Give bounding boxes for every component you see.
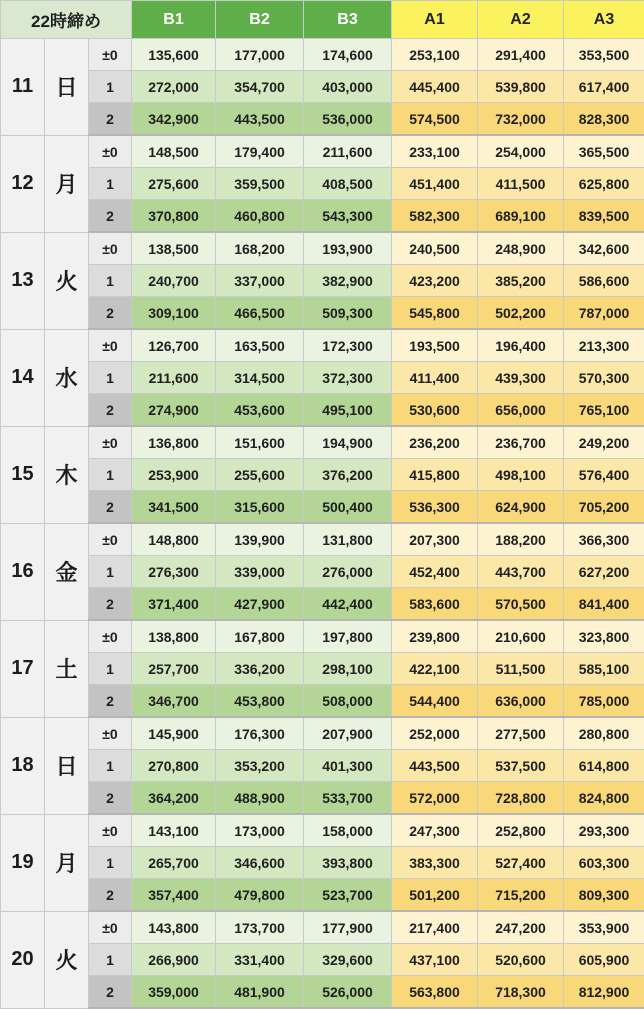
table-row — [1, 362, 644, 394]
table-row — [1, 523, 644, 556]
price-cell: 341,500 — [132, 491, 216, 524]
price-cell: 586,600 — [564, 265, 644, 297]
price-cell: 445,400 — [392, 71, 478, 103]
price-cell: 336,200 — [216, 653, 304, 685]
level-cell: 2 — [89, 297, 132, 330]
price-cell: 240,700 — [132, 265, 216, 297]
level-cell: 2 — [89, 491, 132, 524]
price-cell: 179,400 — [216, 135, 304, 168]
price-cell: 337,000 — [216, 265, 304, 297]
price-cell: 167,800 — [216, 620, 304, 653]
price-cell: 270,800 — [132, 750, 216, 782]
price-cell: 176,300 — [216, 717, 304, 750]
price-cell: 411,400 — [392, 362, 478, 394]
date-cell: 20 — [1, 911, 45, 1008]
price-cell: 247,200 — [478, 911, 564, 944]
price-cell: 253,900 — [132, 459, 216, 491]
price-cell: 339,000 — [216, 556, 304, 588]
price-cell: 148,800 — [132, 523, 216, 556]
price-cell: 614,800 — [564, 750, 644, 782]
date-cell: 19 — [1, 814, 45, 911]
table-row — [1, 944, 644, 976]
price-cell: 383,300 — [392, 847, 478, 879]
price-cell: 422,100 — [392, 653, 478, 685]
price-cell: 382,900 — [304, 265, 392, 297]
price-cell: 359,500 — [216, 168, 304, 200]
price-cell: 239,800 — [392, 620, 478, 653]
price-cell: 131,800 — [304, 523, 392, 556]
price-cell: 346,700 — [132, 685, 216, 718]
price-cell: 314,500 — [216, 362, 304, 394]
price-cell: 828,300 — [564, 103, 644, 136]
price-cell: 656,000 — [478, 394, 564, 427]
price-cell: 177,900 — [304, 911, 392, 944]
weekday-cell: 水 — [45, 329, 89, 426]
price-cell: 207,900 — [304, 717, 392, 750]
price-cell: 276,000 — [304, 556, 392, 588]
price-cell: 451,400 — [392, 168, 478, 200]
table-row — [1, 620, 644, 653]
price-cell: 544,400 — [392, 685, 478, 718]
price-cell: 249,200 — [564, 426, 644, 459]
price-cell: 393,800 — [304, 847, 392, 879]
price-cell: 530,600 — [392, 394, 478, 427]
level-cell: 1 — [89, 847, 132, 879]
price-cell: 576,400 — [564, 459, 644, 491]
level-cell: 1 — [89, 265, 132, 297]
price-cell: 293,300 — [564, 814, 644, 847]
price-cell: 276,300 — [132, 556, 216, 588]
price-cell: 173,000 — [216, 814, 304, 847]
price-cell: 143,800 — [132, 911, 216, 944]
table-row — [1, 717, 644, 750]
price-cell: 275,600 — [132, 168, 216, 200]
price-cell: 718,300 — [478, 976, 564, 1009]
price-cell: 545,800 — [392, 297, 478, 330]
price-cell: 411,500 — [478, 168, 564, 200]
price-cell: 177,000 — [216, 39, 304, 71]
price-cell: 582,300 — [392, 200, 478, 233]
price-cell: 298,100 — [304, 653, 392, 685]
price-cell: 443,700 — [478, 556, 564, 588]
price-cell: 254,000 — [478, 135, 564, 168]
table-row — [1, 135, 644, 168]
price-cell: 508,000 — [304, 685, 392, 718]
price-cell: 585,100 — [564, 653, 644, 685]
price-cell: 841,400 — [564, 588, 644, 621]
column-header-b3: B3 — [304, 1, 392, 39]
price-cell: 252,800 — [478, 814, 564, 847]
price-cell: 705,200 — [564, 491, 644, 524]
price-cell: 563,800 — [392, 976, 478, 1009]
level-cell: 1 — [89, 459, 132, 491]
price-cell: 509,300 — [304, 297, 392, 330]
table-row — [1, 653, 644, 685]
level-cell: 1 — [89, 653, 132, 685]
price-cell: 617,400 — [564, 71, 644, 103]
price-cell: 253,100 — [392, 39, 478, 71]
price-cell: 502,200 — [478, 297, 564, 330]
price-cell: 370,800 — [132, 200, 216, 233]
price-cell: 194,900 — [304, 426, 392, 459]
price-cell: 443,500 — [392, 750, 478, 782]
price-cell: 408,500 — [304, 168, 392, 200]
column-header-a3: A3 — [564, 1, 644, 39]
table-row — [1, 394, 644, 427]
level-cell: 1 — [89, 71, 132, 103]
price-cell: 443,500 — [216, 103, 304, 136]
price-cell: 427,900 — [216, 588, 304, 621]
price-cell: 511,500 — [478, 653, 564, 685]
level-cell: 2 — [89, 200, 132, 233]
level-cell: 2 — [89, 394, 132, 427]
price-cell: 574,500 — [392, 103, 478, 136]
price-cell: 266,900 — [132, 944, 216, 976]
price-cell: 624,900 — [478, 491, 564, 524]
price-cell: 143,100 — [132, 814, 216, 847]
price-cell: 359,000 — [132, 976, 216, 1009]
level-cell: ±0 — [89, 39, 132, 71]
weekday-cell: 日 — [45, 39, 89, 136]
price-cell: 255,600 — [216, 459, 304, 491]
level-cell: ±0 — [89, 620, 132, 653]
price-cell: 207,300 — [392, 523, 478, 556]
price-cell: 329,600 — [304, 944, 392, 976]
price-cell: 403,000 — [304, 71, 392, 103]
date-cell: 12 — [1, 135, 45, 232]
price-cell: 627,200 — [564, 556, 644, 588]
price-cell: 151,600 — [216, 426, 304, 459]
price-cell: 523,700 — [304, 879, 392, 912]
table-row — [1, 297, 644, 330]
price-cell: 437,100 — [392, 944, 478, 976]
price-cell: 728,800 — [478, 782, 564, 815]
price-cell: 323,800 — [564, 620, 644, 653]
price-cell: 210,600 — [478, 620, 564, 653]
price-cell: 765,100 — [564, 394, 644, 427]
price-cell: 240,500 — [392, 232, 478, 265]
table-row — [1, 491, 644, 524]
column-header-a1: A1 — [392, 1, 478, 39]
level-cell: ±0 — [89, 329, 132, 362]
level-cell: ±0 — [89, 426, 132, 459]
price-cell: 274,900 — [132, 394, 216, 427]
price-cell: 136,800 — [132, 426, 216, 459]
table-row — [1, 976, 644, 1009]
price-cell: 135,600 — [132, 39, 216, 71]
price-cell: 520,600 — [478, 944, 564, 976]
weekday-cell: 土 — [45, 620, 89, 717]
price-cell: 785,000 — [564, 685, 644, 718]
price-cell: 452,400 — [392, 556, 478, 588]
price-cell: 536,000 — [304, 103, 392, 136]
price-cell: 265,700 — [132, 847, 216, 879]
price-cell: 346,600 — [216, 847, 304, 879]
price-cell: 625,800 — [564, 168, 644, 200]
table-row — [1, 103, 644, 136]
table-row — [1, 782, 644, 815]
table-row — [1, 39, 644, 71]
price-cell: 453,600 — [216, 394, 304, 427]
price-cell: 488,900 — [216, 782, 304, 815]
table-row — [1, 847, 644, 879]
price-cell: 371,400 — [132, 588, 216, 621]
price-cell: 148,500 — [132, 135, 216, 168]
weekday-cell: 月 — [45, 814, 89, 911]
price-cell: 689,100 — [478, 200, 564, 233]
price-cell: 364,200 — [132, 782, 216, 815]
price-cell: 366,300 — [564, 523, 644, 556]
date-cell: 18 — [1, 717, 45, 814]
table-row — [1, 168, 644, 200]
price-cell: 236,700 — [478, 426, 564, 459]
price-cell: 247,300 — [392, 814, 478, 847]
price-cell: 252,000 — [392, 717, 478, 750]
table-row — [1, 459, 644, 491]
price-cell: 539,800 — [478, 71, 564, 103]
price-cell: 213,300 — [564, 329, 644, 362]
column-header-a2: A2 — [478, 1, 564, 39]
price-cell: 126,700 — [132, 329, 216, 362]
price-cell: 357,400 — [132, 879, 216, 912]
level-cell: 2 — [89, 976, 132, 1009]
price-cell: 277,500 — [478, 717, 564, 750]
date-cell: 11 — [1, 39, 45, 136]
price-cell: 163,500 — [216, 329, 304, 362]
table-row — [1, 814, 644, 847]
weekday-cell: 火 — [45, 232, 89, 329]
table-row — [1, 911, 644, 944]
table-row — [1, 200, 644, 233]
level-cell: 1 — [89, 362, 132, 394]
price-cell: 138,500 — [132, 232, 216, 265]
price-cell: 839,500 — [564, 200, 644, 233]
price-cell: 145,900 — [132, 717, 216, 750]
level-cell: ±0 — [89, 523, 132, 556]
date-cell: 17 — [1, 620, 45, 717]
price-cell: 603,300 — [564, 847, 644, 879]
price-cell: 309,100 — [132, 297, 216, 330]
price-cell: 172,300 — [304, 329, 392, 362]
price-cell: 481,900 — [216, 976, 304, 1009]
date-cell: 16 — [1, 523, 45, 620]
price-cell: 442,400 — [304, 588, 392, 621]
price-cell: 376,200 — [304, 459, 392, 491]
level-cell: 2 — [89, 103, 132, 136]
price-cell: 543,300 — [304, 200, 392, 233]
weekday-cell: 日 — [45, 717, 89, 814]
price-cell: 453,800 — [216, 685, 304, 718]
table-row — [1, 556, 644, 588]
level-cell: 2 — [89, 685, 132, 718]
price-cell: 193,500 — [392, 329, 478, 362]
price-cell: 353,200 — [216, 750, 304, 782]
price-cell: 233,100 — [392, 135, 478, 168]
column-header-b2: B2 — [216, 1, 304, 39]
level-cell: 1 — [89, 944, 132, 976]
price-cell: 353,900 — [564, 911, 644, 944]
price-cell: 365,500 — [564, 135, 644, 168]
weekday-cell: 月 — [45, 135, 89, 232]
table-row — [1, 750, 644, 782]
price-cell: 217,400 — [392, 911, 478, 944]
price-cell: 353,500 — [564, 39, 644, 71]
level-cell: 2 — [89, 782, 132, 815]
price-cell: 174,600 — [304, 39, 392, 71]
level-cell: 1 — [89, 750, 132, 782]
table-row — [1, 71, 644, 103]
price-cell: 498,100 — [478, 459, 564, 491]
price-cell: 257,700 — [132, 653, 216, 685]
price-cell: 315,600 — [216, 491, 304, 524]
price-cell: 158,000 — [304, 814, 392, 847]
level-cell: 2 — [89, 588, 132, 621]
table-row — [1, 685, 644, 718]
price-cell: 211,600 — [304, 135, 392, 168]
date-cell: 15 — [1, 426, 45, 523]
price-cell: 479,800 — [216, 879, 304, 912]
level-cell: 1 — [89, 168, 132, 200]
level-cell: ±0 — [89, 717, 132, 750]
price-cell: 423,200 — [392, 265, 478, 297]
header-row — [1, 1, 644, 39]
price-cell: 533,700 — [304, 782, 392, 815]
price-cell: 812,900 — [564, 976, 644, 1009]
price-cell: 197,800 — [304, 620, 392, 653]
price-cell: 787,000 — [564, 297, 644, 330]
table-row — [1, 265, 644, 297]
price-cell: 495,100 — [304, 394, 392, 427]
table-row — [1, 426, 644, 459]
table-row — [1, 329, 644, 362]
price-cell: 570,500 — [478, 588, 564, 621]
level-cell: ±0 — [89, 135, 132, 168]
level-cell: 2 — [89, 879, 132, 912]
price-cell: 193,900 — [304, 232, 392, 265]
price-cell: 331,400 — [216, 944, 304, 976]
price-cell: 536,300 — [392, 491, 478, 524]
level-cell: ±0 — [89, 814, 132, 847]
price-cell: 460,800 — [216, 200, 304, 233]
price-cell: 188,200 — [478, 523, 564, 556]
price-cell: 138,800 — [132, 620, 216, 653]
price-cell: 372,300 — [304, 362, 392, 394]
price-cell: 139,900 — [216, 523, 304, 556]
level-cell: ±0 — [89, 911, 132, 944]
weekday-cell: 木 — [45, 426, 89, 523]
price-cell: 526,000 — [304, 976, 392, 1009]
price-cell: 715,200 — [478, 879, 564, 912]
price-cell: 385,200 — [478, 265, 564, 297]
date-cell: 13 — [1, 232, 45, 329]
price-cell: 415,800 — [392, 459, 478, 491]
price-cell: 466,500 — [216, 297, 304, 330]
price-cell: 401,300 — [304, 750, 392, 782]
price-cell: 501,200 — [392, 879, 478, 912]
price-cell: 570,300 — [564, 362, 644, 394]
price-cell: 572,000 — [392, 782, 478, 815]
price-cell: 248,900 — [478, 232, 564, 265]
price-cell: 354,700 — [216, 71, 304, 103]
price-cell: 168,200 — [216, 232, 304, 265]
price-cell: 272,000 — [132, 71, 216, 103]
price-cell: 196,400 — [478, 329, 564, 362]
price-cell: 824,800 — [564, 782, 644, 815]
price-cell: 173,700 — [216, 911, 304, 944]
column-header-b1: B1 — [132, 1, 216, 39]
price-cell: 732,000 — [478, 103, 564, 136]
price-cell: 527,400 — [478, 847, 564, 879]
weekday-cell: 火 — [45, 911, 89, 1008]
weekday-cell: 金 — [45, 523, 89, 620]
price-cell: 500,400 — [304, 491, 392, 524]
level-cell: 1 — [89, 556, 132, 588]
price-cell: 636,000 — [478, 685, 564, 718]
price-cell: 236,200 — [392, 426, 478, 459]
date-cell: 14 — [1, 329, 45, 426]
cutoff-label: 22時締め — [1, 1, 132, 39]
level-cell: ±0 — [89, 232, 132, 265]
price-cell: 280,800 — [564, 717, 644, 750]
price-cell: 342,900 — [132, 103, 216, 136]
price-cell: 439,300 — [478, 362, 564, 394]
price-cell: 583,600 — [392, 588, 478, 621]
price-cell: 211,600 — [132, 362, 216, 394]
price-cell: 291,400 — [478, 39, 564, 71]
table-row — [1, 232, 644, 265]
table-body — [1, 39, 644, 1009]
price-cell: 537,500 — [478, 750, 564, 782]
price-cell: 605,900 — [564, 944, 644, 976]
price-cell: 809,300 — [564, 879, 644, 912]
price-cell: 342,600 — [564, 232, 644, 265]
table-row — [1, 588, 644, 621]
table-row — [1, 879, 644, 912]
